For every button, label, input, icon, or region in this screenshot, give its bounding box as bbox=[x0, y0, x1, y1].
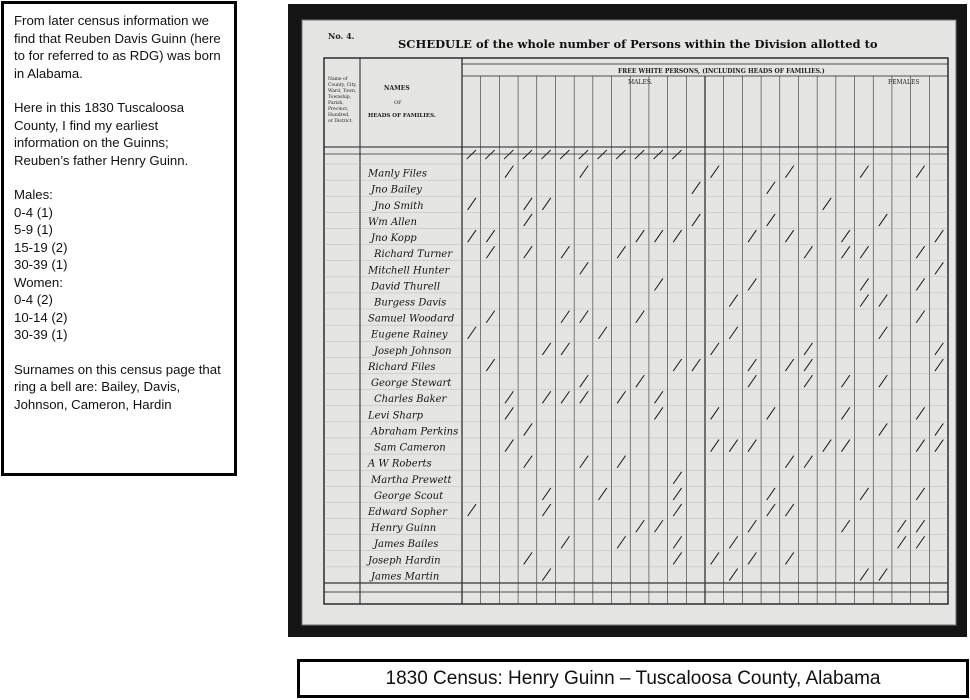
male-age-entry: 30-39 (1) bbox=[14, 257, 68, 272]
women-heading: Women: bbox=[14, 274, 63, 290]
census-page-image bbox=[288, 4, 967, 637]
head-of-family-name: Manly Files bbox=[368, 168, 428, 180]
head-of-family-name: Richard Files bbox=[368, 361, 436, 373]
head-of-family-name: George Stewart bbox=[371, 378, 452, 390]
notes-paragraph-census: Here in this 1830 Tuscaloosa County, I find my earliest information on the Guinns; Reuben’s father Henry Guinn. bbox=[14, 100, 189, 168]
head-of-family-name: Mitchell Hunter bbox=[368, 265, 450, 277]
head-of-family-name: Martha Prewett bbox=[371, 474, 452, 486]
female-age-entry: 0-4 (2) bbox=[14, 292, 53, 307]
head-of-family-name: Edward Sopher bbox=[368, 506, 447, 518]
female-age-entry: 30-39 (1) bbox=[14, 327, 68, 342]
head-of-family-name: Abraham Perkins bbox=[371, 426, 459, 438]
head-of-family-name: James Bailes bbox=[374, 539, 439, 551]
head-of-family-name: Henry Guinn bbox=[371, 523, 437, 535]
page-number: No. 4. bbox=[328, 31, 355, 41]
free-white-persons-banner: FREE WHITE PERSONS, (INCLUDING HEADS OF FAMILIES.) bbox=[618, 68, 825, 75]
location-column-header: Name of County, City, Ward, Town, Township, Parish, Precinct, Hundred, or District. bbox=[328, 77, 357, 124]
head-of-family-name: Richard Turner bbox=[374, 249, 453, 261]
schedule-title: SCHEDULE of the whole number of Persons within the Division allotted to bbox=[398, 37, 878, 51]
head-of-family-name: Levi Sharp bbox=[368, 410, 424, 422]
head-of-family-name: Charles Baker bbox=[374, 394, 447, 406]
head-of-family-name: Jno Bailey bbox=[371, 184, 422, 196]
head-of-family-name: James Martin bbox=[371, 571, 440, 583]
head-of-family-name: Joseph Johnson bbox=[374, 345, 452, 357]
of-header: OF bbox=[394, 100, 402, 106]
notes-surnames: Surnames on this census page that ring a bell are: Bailey, Davis, Johnson, Cameron, Hardin bbox=[14, 361, 221, 412]
head-of-family-name: Burgess Davis bbox=[374, 297, 447, 309]
head-of-family-name: Samuel Woodard bbox=[368, 313, 455, 325]
male-age-entry: 0-4 (1) bbox=[14, 204, 53, 220]
head-of-family-name: David Thurell bbox=[371, 281, 441, 293]
head-of-family-name: George Scout bbox=[374, 490, 444, 502]
census-scan bbox=[288, 4, 967, 637]
research-notes-box bbox=[1, 1, 237, 476]
males-heading: Males: bbox=[14, 187, 53, 202]
head-of-family-name: A W Roberts bbox=[368, 458, 432, 470]
notes-paragraph-origin: From later census information we find that Reuben Davis Guinn (here to for referred to as RDG) was born in Alabama. bbox=[14, 13, 221, 81]
head-of-family-name: Eugene Rainey bbox=[371, 329, 448, 341]
males-label: MALES. bbox=[628, 79, 653, 86]
male-age-entry: 15-19 (2) bbox=[14, 239, 68, 255]
head-of-family-name: Jno Kopp bbox=[371, 233, 417, 245]
male-age-entry: 5-9 (1) bbox=[14, 222, 53, 237]
heads-of-families-header: HEADS OF FAMILIES. bbox=[368, 113, 436, 119]
names-header: NAMES bbox=[384, 85, 410, 92]
females-label: FEMALES bbox=[888, 79, 920, 86]
image-caption: 1830 Census: Henry Guinn – Tuscaloosa County, Alabama bbox=[297, 659, 969, 698]
head-of-family-name: Sam Cameron bbox=[374, 442, 446, 454]
head-of-family-name: Jno Smith bbox=[374, 200, 424, 212]
female-age-entry: 10-14 (2) bbox=[14, 309, 68, 325]
head-of-family-name: Joseph Hardin bbox=[368, 555, 441, 567]
head-of-family-name: Wm Allen bbox=[368, 216, 417, 228]
